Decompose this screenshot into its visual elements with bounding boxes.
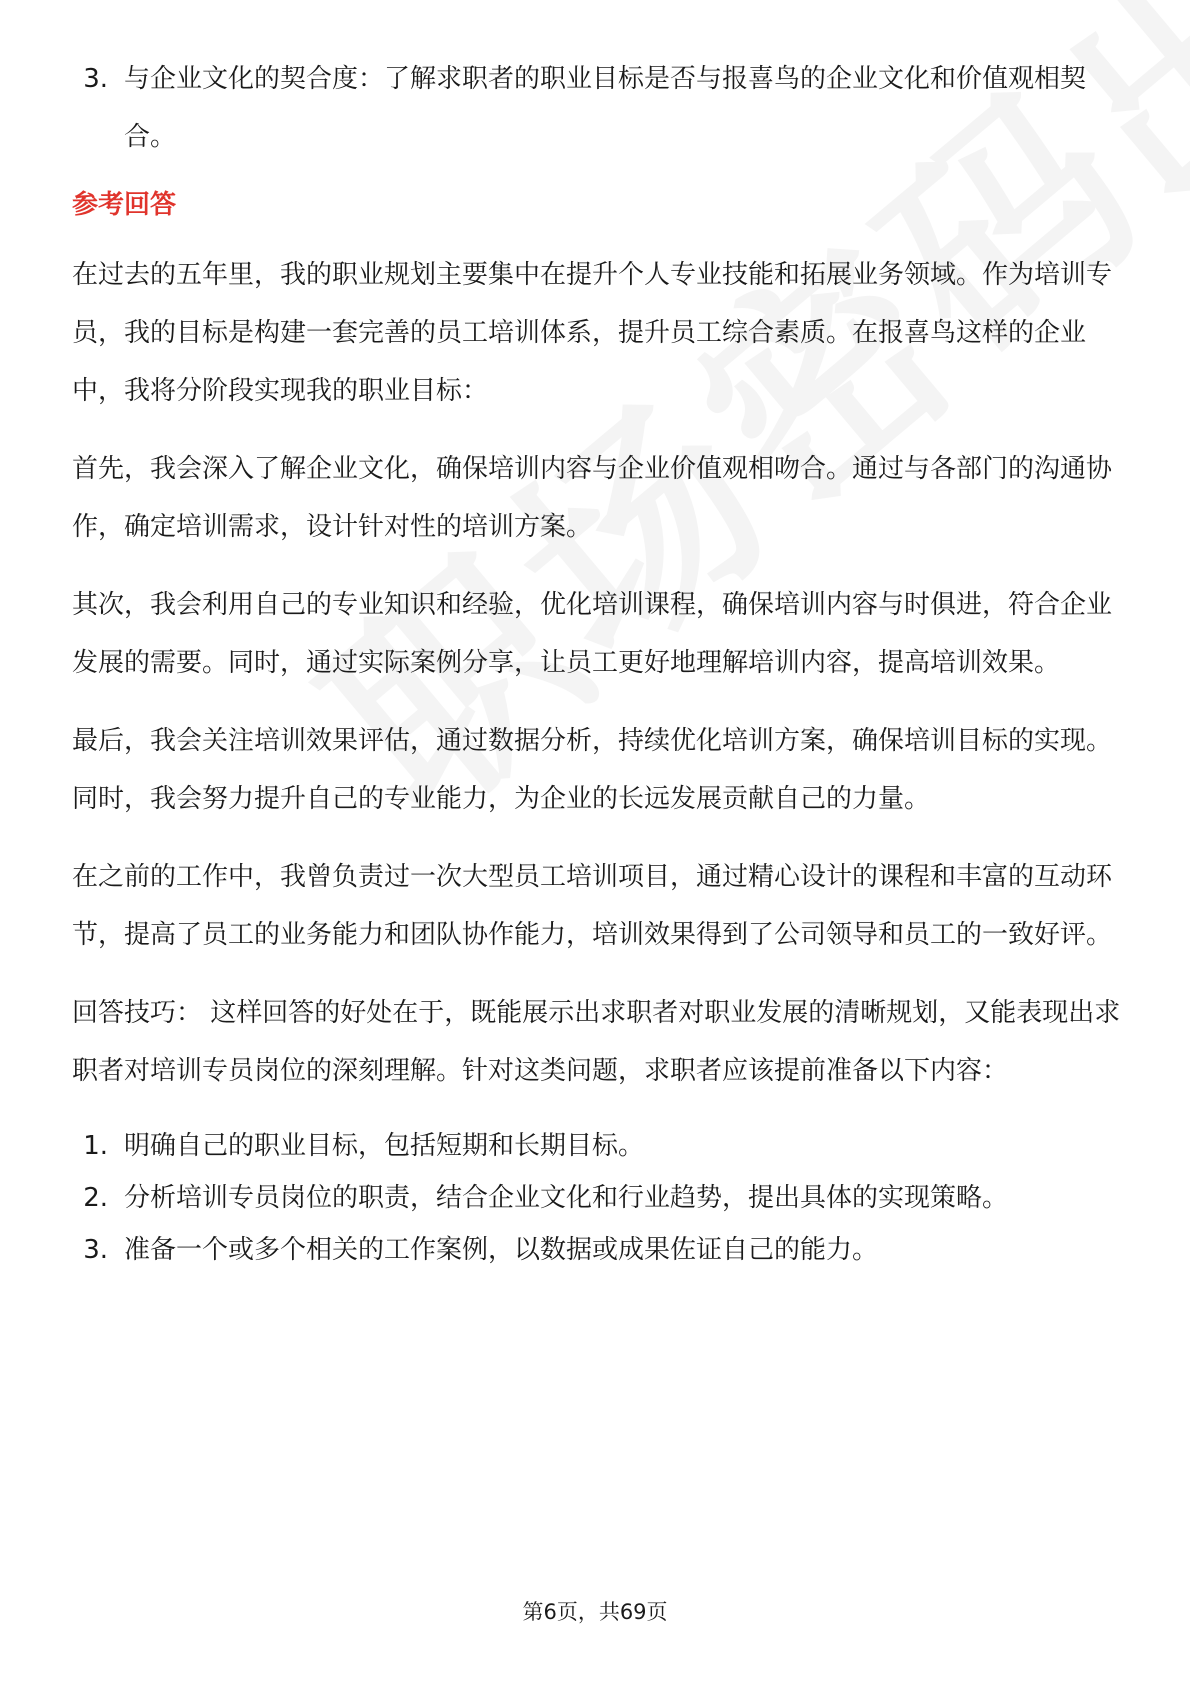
paragraph-first: 首先，我会深入了解企业文化，确保培训内容与企业价值观相吻合。通过与各部门的沟通协作，确定培训需求，设计针对性的培训方案。 (72, 454, 1113, 542)
paragraph-second: 其次，我会利用自己的专业知识和经验，优化培训课程，确保培训内容与时俱进，符合企业发展的需要。同时，通过实际案例分享，让员工更好地理解培训内容，提高培训效果。 (72, 590, 1113, 678)
paragraph-last: 最后，我会关注培训效果评估，通过数据分析，持续优化培训方案，确保培训目标的实现。同时，我会努力提升自己的专业能力，为企业的长远发展贡献自己的力量。 (72, 726, 1113, 814)
paragraph-experience: 在之前的工作中，我曾负责过一次大型员工培训项目，通过精心设计的课程和丰富的互动环节，提高了员工的业务能力和团队协作能力，培训效果得到了公司领导和员工的一致好评。 (72, 862, 1113, 950)
page-footer: 第6页，共69页 (522, 1600, 668, 1624)
paragraph-intro: 在过去的五年里，我的职业规划主要集中在提升个人专业技能和拓展业务领域。作为培训专员，我的目标是构建一套完善的员工培训体系，提升员工综合素质。在报喜鸟这样的企业中，我将分阶段实现我的职业目标： (72, 260, 1113, 406)
document-body (72, 50, 1122, 1276)
list-number: 1. (83, 1131, 108, 1161)
list-item (72, 1120, 1122, 1172)
list-text: 明确自己的职业目标，包括短期和长期目标。 (124, 1131, 645, 1161)
list-item (72, 1224, 1122, 1276)
list-text: 分析培训专员岗位的职责，结合企业文化和行业趋势，提出具体的实现策略。 (124, 1183, 1009, 1213)
criteria-list (72, 50, 1122, 166)
paragraph-tips: 回答技巧： 这样回答的好处在于，既能展示出求职者对职业发展的清晰规划，又能表现出求职者对培训专员岗位的深刻理解。针对这类问题，求职者应该提前准备以下内容： (72, 998, 1121, 1086)
tips-list (72, 1120, 1122, 1276)
list-number: 2. (83, 1183, 108, 1213)
section-heading: 参考回答 (72, 190, 177, 220)
list-text: 与企业文化的契合度：了解求职者的职业目标是否与报喜鸟的企业文化和价值观相契合。 (124, 64, 1087, 152)
list-text: 准备一个或多个相关的工作案例，以数据或成果佐证自己的能力。 (124, 1235, 879, 1265)
list-number: 3. (83, 1235, 108, 1265)
list-item (72, 50, 1122, 166)
list-number: 3. (83, 64, 108, 94)
list-item (72, 1172, 1122, 1224)
